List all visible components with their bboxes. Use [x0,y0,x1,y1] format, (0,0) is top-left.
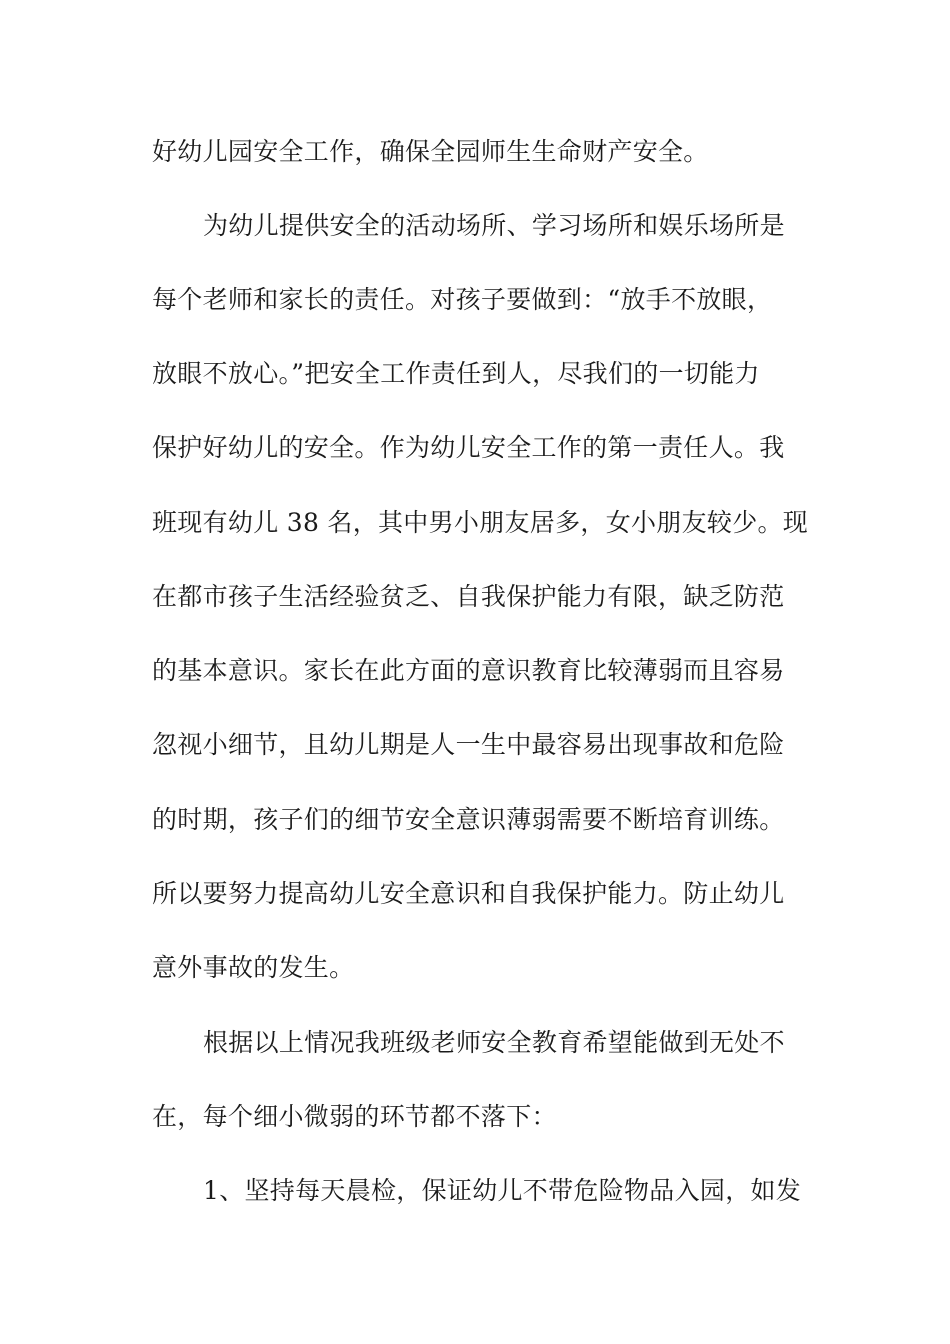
text-line: 所以要努力提高幼儿安全意识和自我保护能力。防止幼儿 [152,879,785,908]
text-line: 的基本意识。家长在此方面的意识教育比较薄弱而且容易 [152,656,785,685]
text-line: 1、坚持每天晨检，保证幼儿不带危险物品入园，如发 [203,1176,802,1205]
text-line: 忽视小细节，且幼儿期是人一生中最容易出现事故和危险 [152,730,785,759]
text-line: 好幼儿园安全工作，确保全园师生生命财产安全。 [152,137,709,166]
text-line: 在都市孩子生活经验贫乏、自我保护能力有限，缺乏防范 [152,582,785,611]
text-line: 的时期，孩子们的细节安全意识薄弱需要不断培育训练。 [152,805,785,834]
text-line: 班现有幼儿 38 名，其中男小朋友居多，女小朋友较少。现 [152,508,809,537]
text-line: 保护好幼儿的安全。作为幼儿安全工作的第一责任人。我 [152,433,785,462]
text-line: 意外事故的发生。 [152,953,355,982]
text-line: 为幼儿提供安全的活动场所、学习场所和娱乐场所是 [203,211,785,240]
text-line: 放眼不放心。”把安全工作责任到人，尽我们的一切能力 [152,359,760,388]
text-line: 每个老师和家长的责任。对孩子要做到：“放手不放眼， [152,285,773,314]
text-line: 在，每个细小微弱的环节都不落下： [152,1102,557,1131]
text-line: 根据以上情况我班级老师安全教育希望能做到无处不 [203,1028,785,1057]
